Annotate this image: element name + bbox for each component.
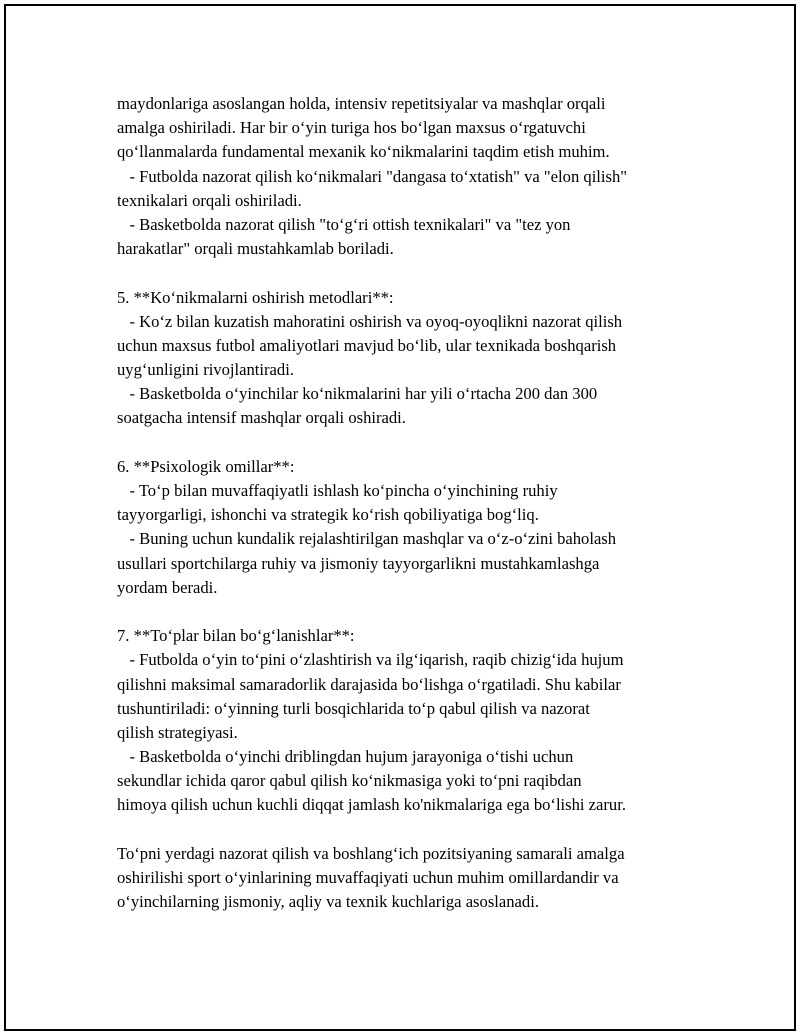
- text-line: himoya qilish uchun kuchli diqqat jamlash ko'nikmalariga ega bo‘lishi zarur.: [117, 795, 626, 815]
- text-line: harakatlar" orqali mustahkamlab boriladi.: [117, 239, 394, 259]
- text-line: yordam beradi.: [117, 577, 218, 597]
- text-line: - Basketbolda nazorat qilish "to‘g‘ri ottish texnikalari" va "tez yon: [117, 214, 571, 234]
- blank-line: [117, 261, 717, 285]
- text-line: 6. **Psixologik omillar**:: [117, 456, 295, 476]
- text-line: soatgacha intensif mashqlar orqali oshiradi.: [117, 408, 406, 428]
- text-line: - Futbolda nazorat qilish ko‘nikmalari "dangasa to‘xtatish" va "elon qilish": [117, 166, 628, 186]
- text-line: 7. **To‘plar bilan bo‘g‘lanishlar**:: [117, 626, 355, 646]
- text-line: tushuntiriladi: o‘yinning turli bosqichlarida to‘p qabul qilish va nazorat: [117, 698, 590, 718]
- document-body: [117, 92, 717, 914]
- text-line: qilishni maksimal samaradorlik darajasida bo‘lishga o‘rgatiladi. Shu kabilar: [117, 674, 621, 694]
- blank-line: [117, 431, 717, 455]
- text-line: sekundlar ichida qaror qabul qilish ko‘nikmasiga yoki to‘pni raqibdan: [117, 771, 582, 791]
- text-line: o‘yinchilarning jismoniy, aqliy va texnik kuchlariga asoslanadi.: [117, 892, 539, 912]
- text-line: - Ko‘z bilan kuzatish mahoratini oshirish va oyoq-oyoqlikni nazorat qilish: [117, 311, 623, 331]
- text-line: maydonlariga asoslangan holda, intensiv repetitsiyalar va mashqlar orqali: [117, 94, 606, 113]
- text-line: To‘pni yerdagi nazorat qilish va boshlang‘ich pozitsiyaning samarali amalga: [117, 843, 625, 863]
- text-line: - To‘p bilan muvaffaqiyatli ishlash ko‘pincha o‘yinchining ruhiy: [117, 481, 558, 500]
- text-line: qo‘llanmalarda fundamental mexanik ko‘nikmalarini taqdim etish muhim.: [117, 142, 610, 162]
- text-line: - Buning uchun kundalik rejalashtirilgan mashqlar va o‘z-o‘zini baholash: [117, 529, 617, 549]
- text-line: - Basketbolda o‘yinchi driblingdan hujum jarayoniga o‘tishi uchun: [117, 747, 574, 767]
- text-line: amalga oshiriladi. Har bir o‘yin turiga hos bo‘lgan maxsus o‘rgatuvchi: [117, 118, 586, 138]
- text-line: uyg‘unligini rivojlantiradi.: [117, 360, 294, 380]
- text-line: - Futbolda o‘yin to‘pini o‘zlashtirish va ilg‘iqarish, raqib chizig‘ida hujum: [117, 650, 624, 670]
- blank-line: [117, 600, 717, 624]
- text-line: uchun maxsus futbol amaliyotlari mavjud bo‘lib, ular texnikada boshqarish: [117, 335, 617, 355]
- blank-line: [117, 818, 717, 842]
- text-line: - Basketbolda o‘yinchilar ko‘nikmalarini har yili o‘rtacha 200 dan 300: [117, 384, 598, 404]
- text-line: tayyorgarligi, ishonchi va strategik ko‘rish qobiliyatiga bog‘liq.: [117, 505, 539, 525]
- text-line: texnikalari orqali oshiriladi.: [117, 190, 302, 210]
- text-line: usullari sportchilarga ruhiy va jismoniy tayyorgarlikni mustahkamlashga: [117, 553, 600, 573]
- text-line: 5. **Ko‘nikmalarni oshirish metodlari**:: [117, 287, 394, 307]
- text-line: oshirilishi sport o‘yinlarining muvaffaqiyati uchun muhim omillardandir va: [117, 868, 619, 887]
- text-line: qilish strategiyasi.: [117, 722, 238, 742]
